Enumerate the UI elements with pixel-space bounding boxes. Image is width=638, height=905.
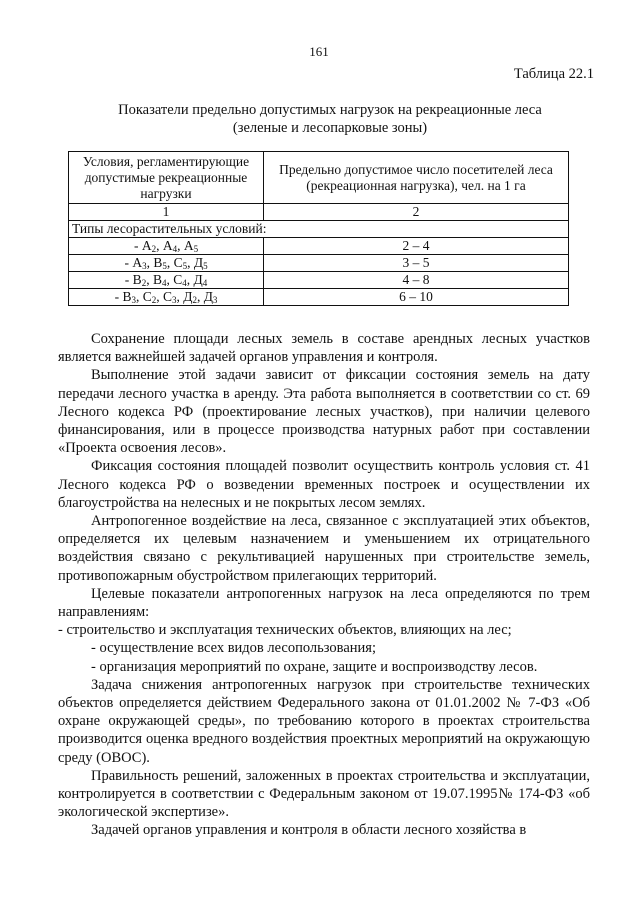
- paragraph: Целевые показатели антропогенных нагрузок на леса определяются по трем направлениям:: [58, 585, 590, 621]
- value-cell: 6 – 10: [264, 289, 569, 306]
- condition-code: $Д_5$: [193, 255, 208, 271]
- value-cell: 2 – 4: [264, 238, 569, 255]
- value-cell: 3 – 5: [264, 255, 569, 272]
- paragraph: Антропогенное воздействие на леса, связанное с эксплуатацией этих объектов, определяется их целевым назначением и уменьшением их отрицательного воздействия связано с рекультивацией нарушенных при строительстве земель, противопожарным обустройством прилегающих территорий.: [58, 513, 590, 584]
- header-max-visitors: Предельно допустимое число посетителей леса (рекреационная нагрузка), чел. на 1 га: [264, 152, 569, 204]
- value-cell: 4 – 8: [264, 272, 569, 289]
- conditions-cell: - $В_2$, $В_4$, $С_4$, $Д_4$: [69, 272, 264, 289]
- condition-code: $Д_4$: [193, 272, 208, 288]
- recreation-load-table: [68, 151, 569, 306]
- paragraph: Сохранение площади лесных земель в составе арендных лесных участков является важнейшей задачей органов управления и контроля.: [58, 331, 590, 366]
- paragraph: Задача снижения антропогенных нагрузок при строительстве технических объектов определяется действием Федерального закона от 01.01.2002 № 7-ФЗ «Об охране окружающей среды», по требованию которого в проектах строительства производится оценка вредного воздействия проектных мероприятий на окружающую среду (ОВОС).: [58, 676, 590, 766]
- table-title: [60, 101, 600, 137]
- list-item: - организация мероприятий по охране, защите и воспроизводству лесов.: [91, 658, 538, 675]
- table-title-line-1: Показатели предельно допустимых нагрузок на рекреационные леса: [118, 102, 542, 118]
- condition-code: $С_3$: [162, 289, 177, 305]
- table-label: Таблица 22.1: [513, 66, 594, 82]
- table-header-row: [69, 152, 569, 204]
- condition-code: $В_2$: [132, 272, 147, 288]
- paragraph: Правильность решений, заложенных в проектах строительства и эксплуатации, контролируется в соответствии с Федеральным законом от 19.07.1995№ 174-ФЗ «об экологической экспертизе».: [58, 767, 590, 821]
- condition-code: $С_5$: [173, 255, 188, 271]
- list-item: - строительство и эксплуатация технических объектов, влияющих на лес;: [58, 622, 512, 639]
- condition-code: $Д_2$: [183, 289, 197, 305]
- table-row: [69, 272, 569, 289]
- table-title-line-2: (зеленые и лесопарковые зоны): [232, 120, 428, 136]
- condition-code: $А_2$: [141, 238, 157, 254]
- column-number-1: 1: [69, 204, 264, 221]
- table-row: [69, 255, 569, 272]
- group-row: [69, 221, 569, 238]
- condition-code: $С_2$: [142, 289, 157, 305]
- table-row: [69, 289, 569, 306]
- condition-code: $А_4$: [162, 238, 178, 254]
- conditions-cell: - $А_2$, $А_4$, $А_5$: [69, 238, 264, 255]
- table-row: [69, 238, 569, 255]
- condition-code: $Д_3$: [203, 289, 218, 305]
- group-label: Типы лесорастительных условий:: [69, 221, 569, 238]
- body-text: [58, 330, 590, 840]
- paragraph: Выполнение этой задачи зависит от фиксации состояния земель на дату передачи лесного участка в аренду. Эта работа выполняется в соответствии со ст. 69 Лесного кодекса РФ (проектирование лесных участков), при наличии целевого финансирования, или в процессе производства натурных работ при составлении «Проекта освоения лесов».: [58, 367, 590, 457]
- condition-code: $В_4$: [152, 272, 167, 288]
- condition-code: $В_3$: [122, 289, 136, 305]
- condition-code: $С_4$: [173, 272, 187, 288]
- condition-code: $В_5$: [153, 255, 167, 271]
- conditions-cell: - $В_3$, $С_2$, $С_3$, $Д_2$, $Д_3$: [69, 289, 264, 306]
- page-number: 161: [309, 44, 329, 59]
- header-conditions: Условия, регламентирующие допустимые рекреационные нагрузки: [69, 152, 264, 204]
- column-number-2: 2: [264, 204, 569, 221]
- condition-code: $А_5$: [183, 238, 199, 254]
- column-number-row: [69, 204, 569, 221]
- conditions-cell: - $А_3$, $В_5$, $С_5$, $Д_5$: [69, 255, 264, 272]
- paragraph: Задачей органов управления и контроля в области лесного хозяйства в: [91, 822, 527, 839]
- list-item: - осуществление всех видов лесопользования;: [91, 640, 376, 657]
- condition-code: $А_3$: [132, 255, 147, 271]
- paragraph: Фиксация состояния площадей позволит осуществить контроль условия ст. 41 Лесного кодекса РФ о возведении временных построек и осуществлении их благоустройства на нелесных и не покрытых лесом землях.: [58, 458, 590, 511]
